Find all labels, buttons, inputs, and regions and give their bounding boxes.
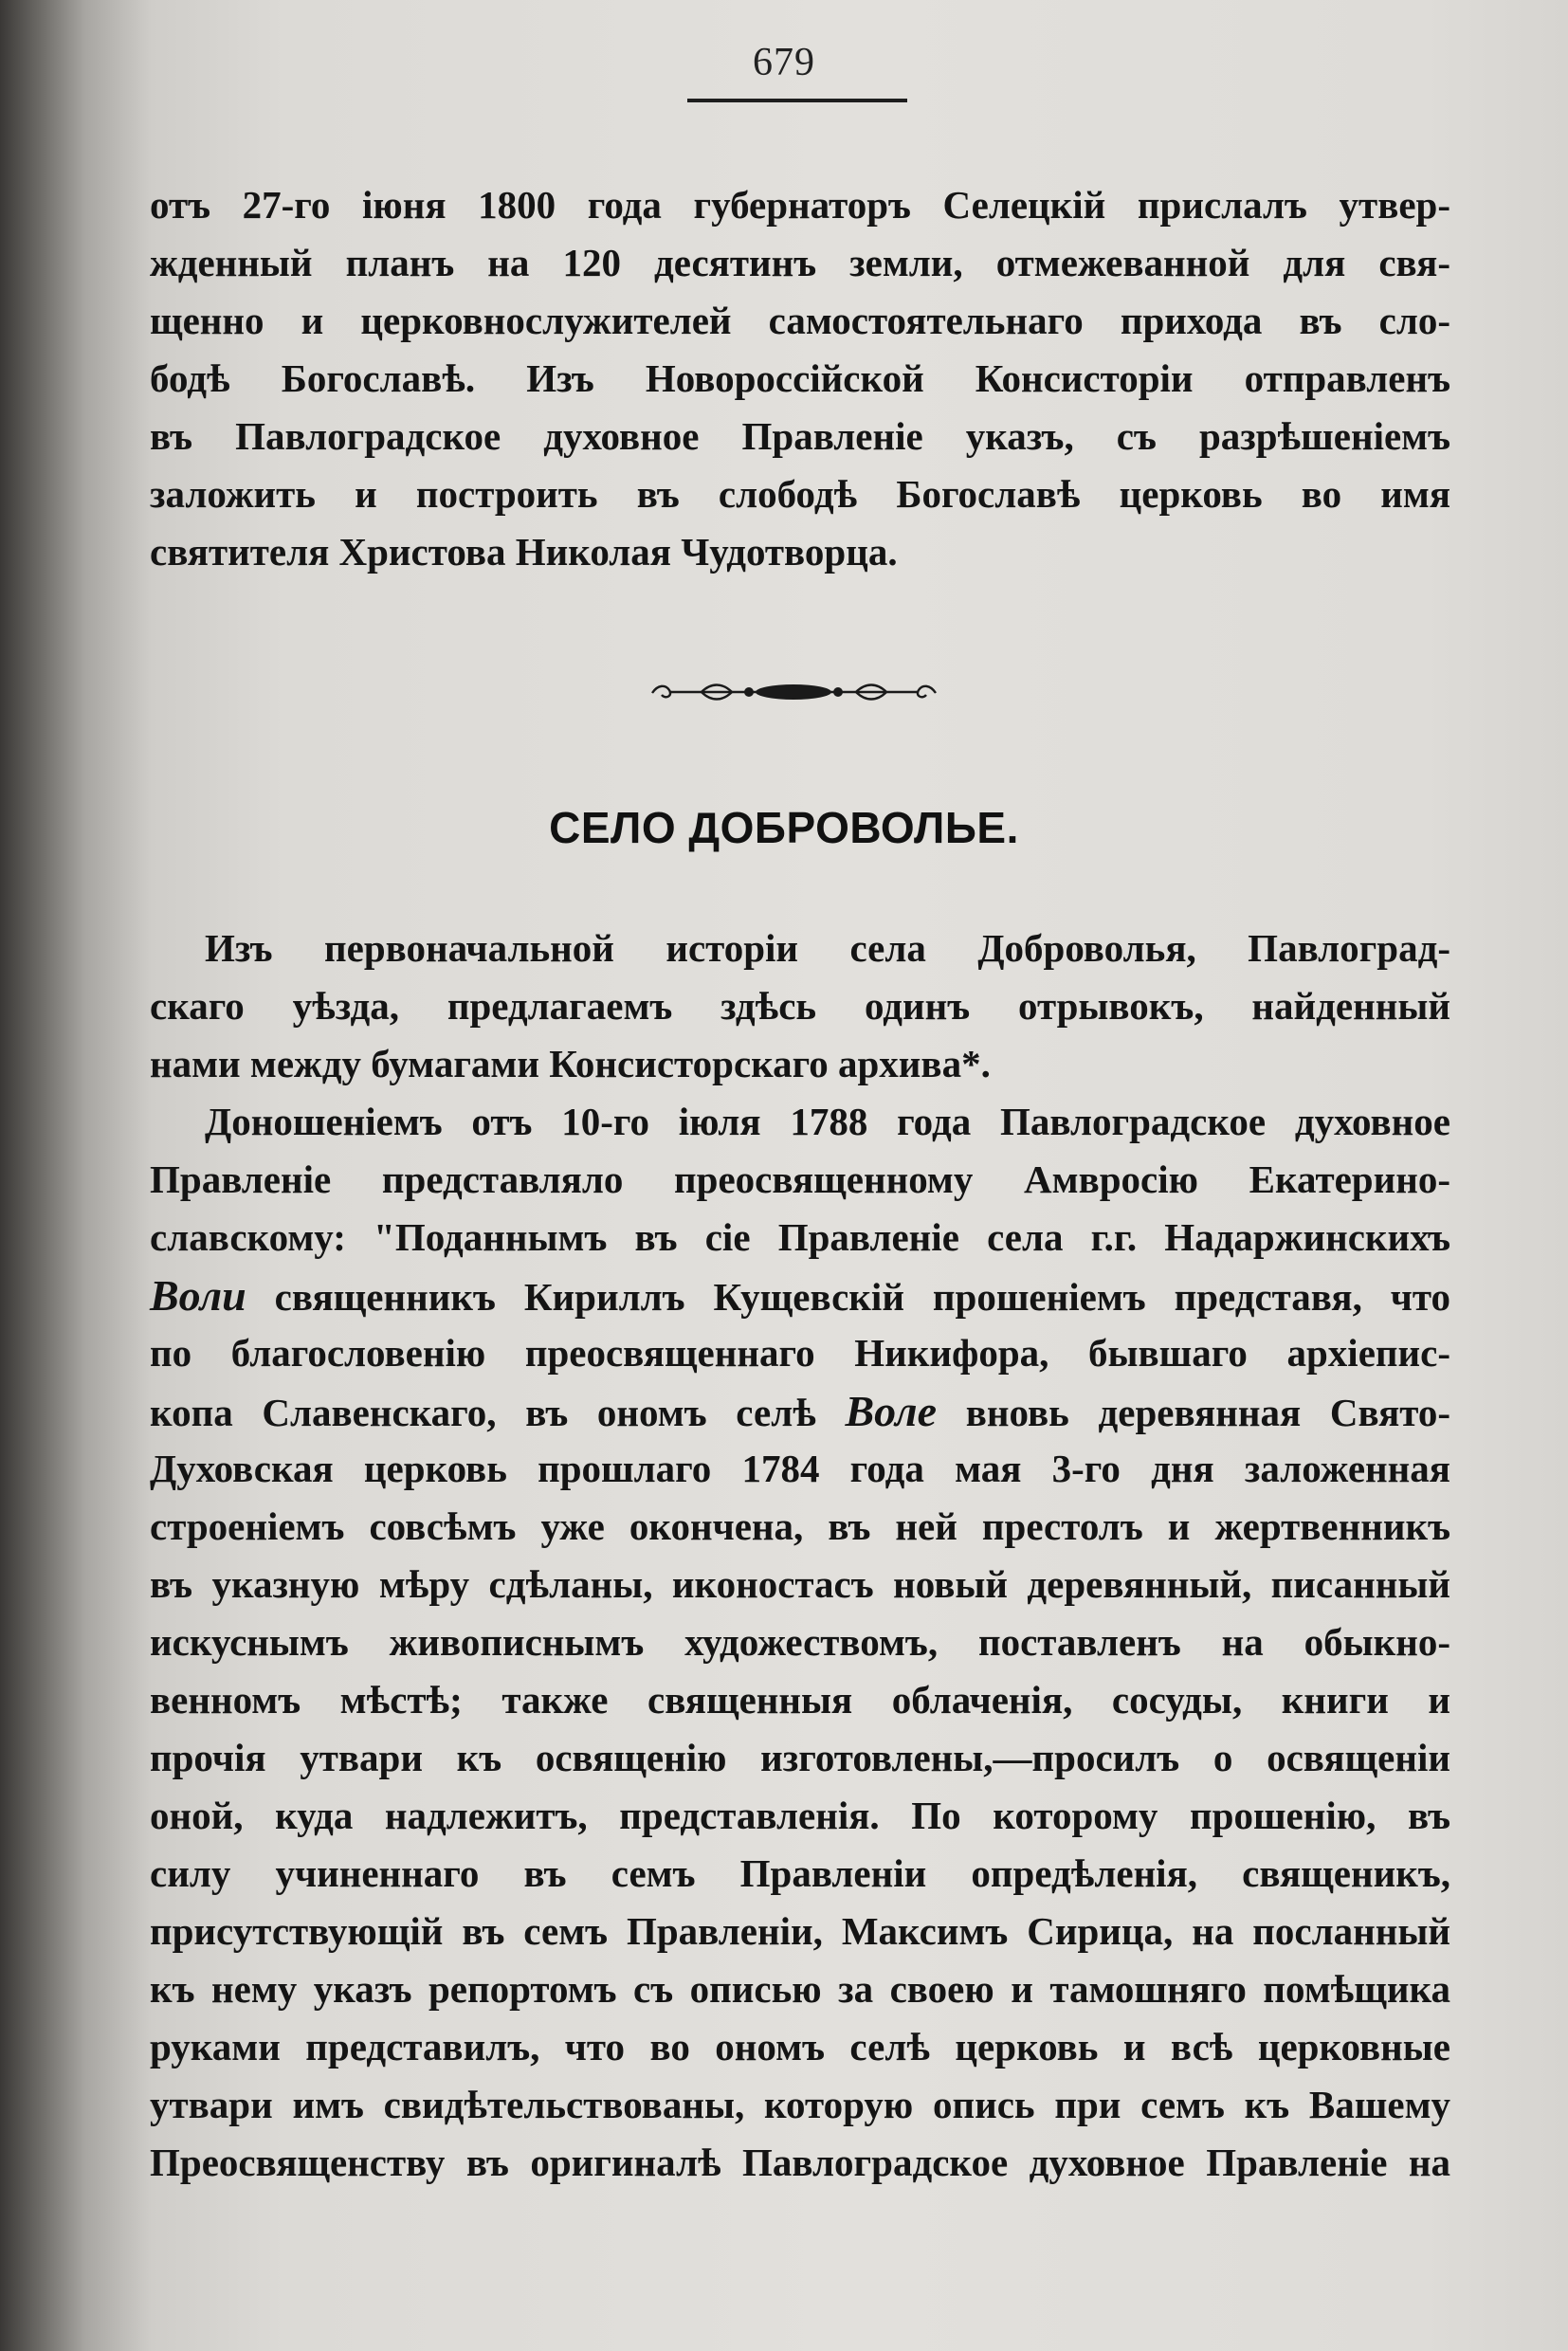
text-line: отъ 27-го іюня 1800 года губернаторъ Селецкій прислалъ утвер-: [150, 183, 1450, 227]
text-segment: вновь деревянная Свято-: [937, 1391, 1451, 1434]
text-line: Преосвященству въ оригиналѣ Павлоградское духовное Правленіе на: [150, 2141, 1450, 2184]
italic-place-name: Воли: [150, 1271, 246, 1320]
text-line: Правленіе представляло преосвященному Амвросію Екатерино-: [150, 1157, 1450, 1201]
text-line: по благословенію преосвященнаго Никифора, бывшаго архіепис-: [150, 1331, 1450, 1375]
text-line: искуснымъ живописнымъ художествомъ, поставленъ на обыкно-: [150, 1620, 1450, 1664]
page-number-rule: [687, 99, 907, 102]
text-line: славскому: "Поданнымъ въ сіе Правленіе села г.г. Надаржинскихъ: [150, 1215, 1450, 1259]
text-segment: священникъ Кириллъ Кущевскій прошеніемъ представя, что: [246, 1275, 1450, 1319]
text-line: венномъ мѣстѣ; также священныя облаченія, сосуды, книги и: [150, 1678, 1450, 1722]
italic-place-name: Воле: [845, 1387, 938, 1435]
text-line: щенно и церковнослужителей самостоятельнаго прихода въ сло-: [150, 299, 1450, 342]
text-segment: копа Славенскаго, въ ономъ селѣ: [150, 1391, 846, 1434]
text-line: Духовская церковь прошлаго 1784 года мая 3-го дня заложенная: [150, 1447, 1450, 1490]
text-line: строеніемъ совсѣмъ уже окончена, въ ней престолъ и жертвенникъ: [150, 1504, 1450, 1548]
text-line: Изъ первоначальной исторіи села Доброволья, Павлоград-: [205, 926, 1450, 970]
text-line: утвари имъ свидѣтельствованы, которую опись при семъ къ Вашему: [150, 2083, 1450, 2126]
text-line: бодѣ Богославѣ. Изъ Новороссійской Консисторіи отправленъ: [150, 356, 1450, 400]
text-line: [150, 1382, 1450, 1440]
text-line: къ нему указъ репортомъ съ описью за своею и тамошняго помѣщика: [150, 1967, 1450, 2011]
page-number: 679: [753, 41, 815, 84]
text-line: [150, 1267, 1450, 1324]
paragraph-one: [150, 920, 1450, 1093]
text-line: жденный планъ на 120 десятинъ земли, отмежеванной для свя-: [150, 241, 1450, 284]
text-line: прочія утвари къ освященію изготовлены,—просилъ о освященіи: [150, 1736, 1450, 1779]
section-title: СЕЛО ДОБРОВОЛЬЕ.: [549, 803, 1019, 852]
text-line: оной, куда надлежитъ, представленія. По которому прошенію, въ: [150, 1794, 1450, 1837]
text-line: заложить и построить въ слободѣ Богославѣ церковь во имя: [150, 472, 1450, 516]
top-paragraph: [150, 176, 1450, 581]
text-line: скаго уѣзда, предлагаемъ здѣсь одинъ отрывокъ, найденный: [150, 984, 1450, 1028]
ornament-divider: [645, 679, 943, 705]
text-line: Доношеніемъ отъ 10-го іюля 1788 года Павлоградское духовное: [205, 1100, 1450, 1143]
text-line: святителя Христова Николая Чудотворца.: [150, 530, 898, 574]
text-line: въ указную мѣру сдѣланы, иконостасъ новый деревянный, писанный: [150, 1562, 1450, 1606]
text-line: нами между бумагами Консисторскаго архива*.: [150, 1042, 991, 1085]
text-line: силу учиненнаго въ семъ Правленіи опредѣленія, священикъ,: [150, 1851, 1450, 1895]
text-line: руками представилъ, что во ономъ селѣ церковь и всѣ церковные: [150, 2025, 1450, 2069]
text-line: присутствующій въ семъ Правленіи, Максимъ Сирица, на посланный: [150, 1909, 1450, 1953]
text-line: въ Павлоградское духовное Правленіе указъ, съ разрѣшеніемъ: [150, 414, 1450, 458]
paragraph-two: [150, 1093, 1450, 2192]
